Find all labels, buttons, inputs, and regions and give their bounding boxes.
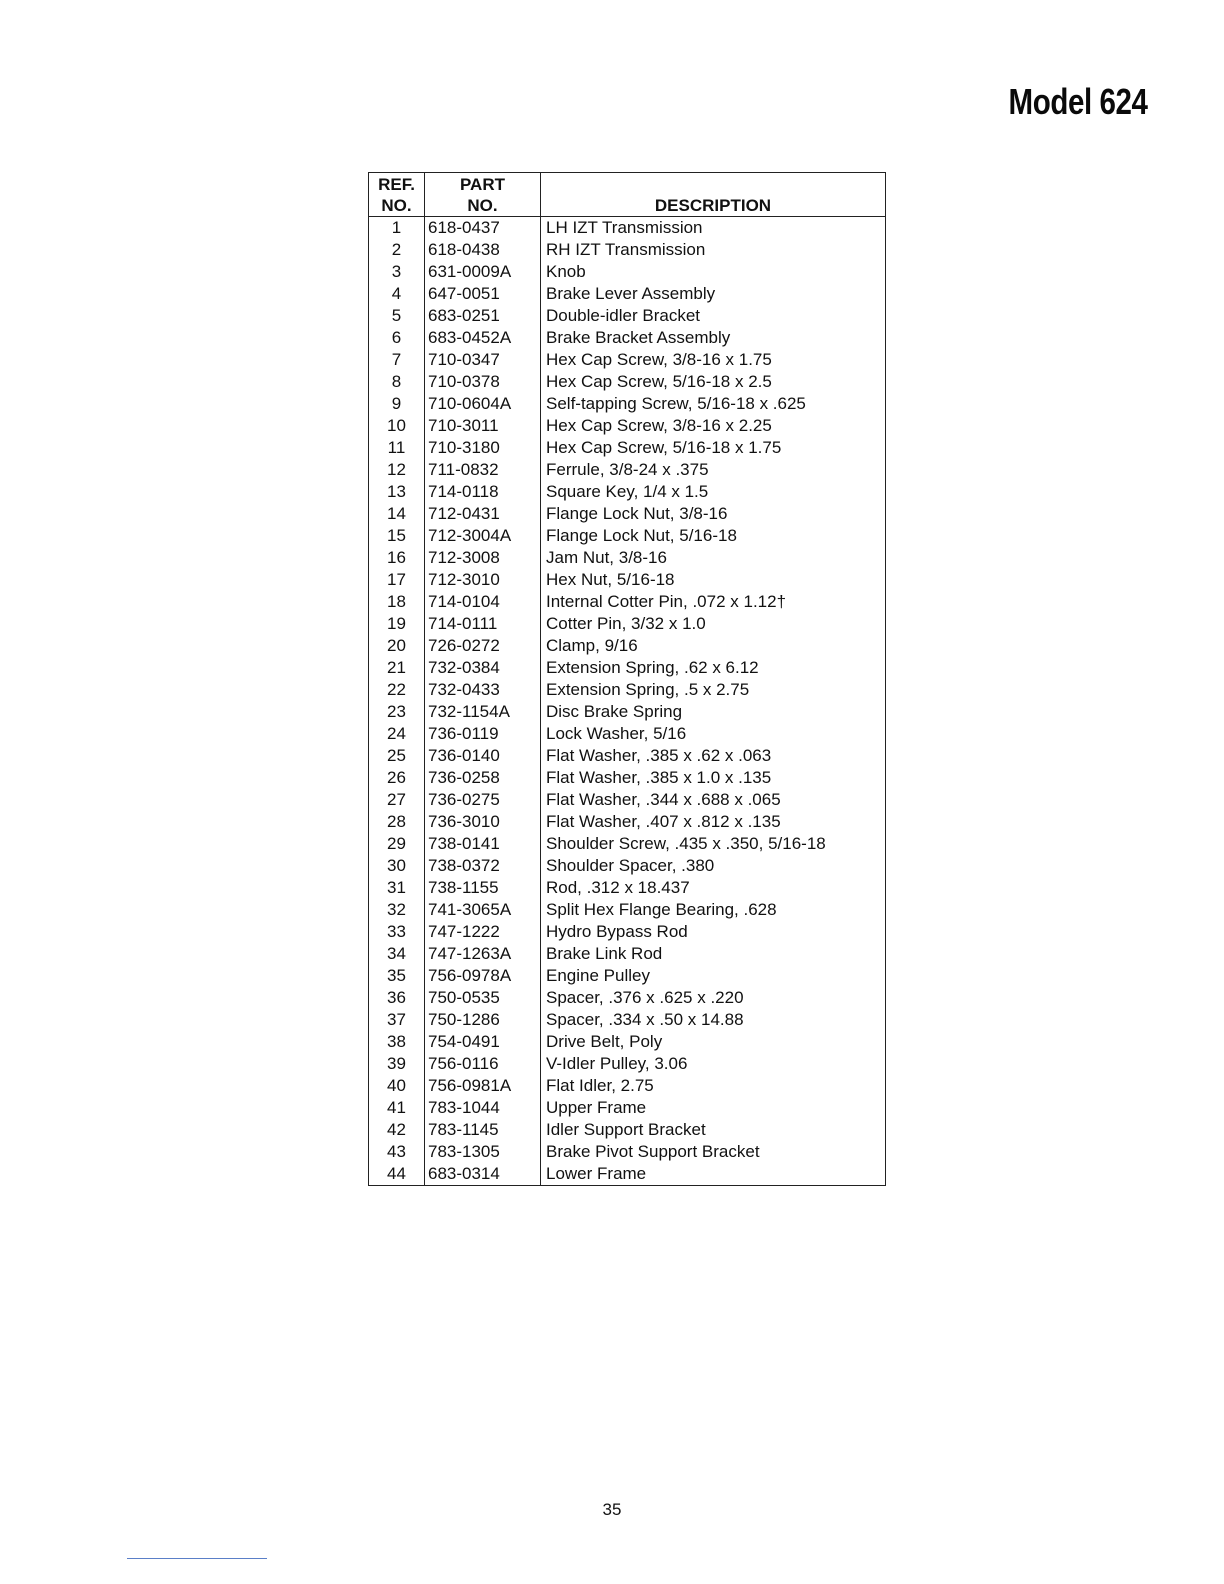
description-cell: V-Idler Pulley, 3.06 [546,1054,688,1073]
part-no-cell: 714-0111 [425,613,541,635]
table-row [369,481,886,503]
table-row [369,877,886,899]
description-cell: Brake Link Rod [546,944,663,963]
ref-no-cell: 8 [369,371,425,393]
ref-no-cell: 12 [369,459,425,481]
table-row [369,635,886,657]
description-cell: Brake Bracket Assembly [546,328,731,347]
ref-no-cell: 28 [369,811,425,833]
part-no-cell: 710-0347 [425,349,541,371]
part-no-cell: 738-1155 [425,877,541,899]
description-cell: Clamp, 9/16 [546,636,638,655]
table-row [369,943,886,965]
description-cell: Upper Frame [546,1098,647,1117]
table-row [369,1009,886,1031]
part-no-cell: 783-1145 [425,1119,541,1141]
part-no-cell: 750-0535 [425,987,541,1009]
table-row [369,261,886,283]
ref-no-cell: 18 [369,591,425,613]
table-row [369,767,886,789]
part-no-cell: 756-0116 [425,1053,541,1075]
description-cell: Extension Spring, .62 x 6.12 [546,658,759,677]
description-cell: Flat Washer, .344 x .688 x .065 [546,790,781,809]
table-row [369,657,886,679]
table-row [369,833,886,855]
ref-no-cell: 38 [369,1031,425,1053]
part-no-cell: 738-0372 [425,855,541,877]
parts-table [368,172,886,1186]
description-cell: Lower Frame [546,1164,647,1183]
table-row [369,283,886,305]
ref-no-cell: 11 [369,437,425,459]
description-cell: Brake Lever Assembly [546,284,716,303]
ref-no-cell: 19 [369,613,425,635]
part-no-cell: 618-0438 [425,239,541,261]
description-cell: Drive Belt, Poly [546,1032,663,1051]
ref-no-cell: 39 [369,1053,425,1075]
part-no-cell: 783-1044 [425,1097,541,1119]
part-no-cell: 736-0140 [425,745,541,767]
ref-no-cell: 25 [369,745,425,767]
description-cell: Lock Washer, 5/16 [546,724,687,743]
description-cell: Hex Cap Screw, 3/8-16 x 2.25 [546,416,772,435]
ref-no-cell: 21 [369,657,425,679]
ref-no-cell: 30 [369,855,425,877]
table-row [369,1163,886,1186]
description-cell: Ferrule, 3/8-24 x .375 [546,460,709,479]
description-cell: Double-idler Bracket [546,306,701,325]
parts-table-body [369,217,886,1186]
description-cell: Flat Washer, .385 x 1.0 x .135 [546,768,772,787]
ref-no-cell: 7 [369,349,425,371]
part-header-line2: NO. [467,196,498,215]
table-row [369,899,886,921]
ref-no-cell: 44 [369,1163,425,1186]
ref-no-cell: 16 [369,547,425,569]
part-no-cell: 756-0978A [425,965,541,987]
ref-header-line1: REF. [378,175,415,194]
description-cell: Hex Cap Screw, 5/16-18 x 2.5 [546,372,772,391]
description-cell: Hex Cap Screw, 5/16-18 x 1.75 [546,438,782,457]
ref-no-cell: 36 [369,987,425,1009]
ref-no-cell: 32 [369,899,425,921]
ref-no-cell: 27 [369,789,425,811]
part-no-cell: 710-0604A [425,393,541,415]
description-cell: Rod, .312 x 18.437 [546,878,690,897]
description-cell: Spacer, .334 x .50 x 14.88 [546,1010,744,1029]
ref-no-cell: 40 [369,1075,425,1097]
part-no-cell: 747-1263A [425,943,541,965]
table-row [369,1119,886,1141]
table-row [369,459,886,481]
description-cell: RH IZT Transmission [546,240,706,259]
part-no-cell: 712-3010 [425,569,541,591]
description-cell: Hex Nut, 5/16-18 [546,570,675,589]
part-no-cell: 710-0378 [425,371,541,393]
table-row [369,349,886,371]
table-row [369,965,886,987]
table-row [369,591,886,613]
ref-no-cell: 6 [369,327,425,349]
ref-no-cell: 42 [369,1119,425,1141]
ref-no-cell: 41 [369,1097,425,1119]
table-row [369,855,886,877]
table-row [369,525,886,547]
ref-no-cell: 15 [369,525,425,547]
part-no-cell: 710-3180 [425,437,541,459]
description-cell: Hydro Bypass Rod [546,922,688,941]
parts-table-header [369,173,886,217]
table-row [369,723,886,745]
table-row [369,1053,886,1075]
table-row [369,745,886,767]
ref-no-cell: 43 [369,1141,425,1163]
ref-no-cell: 10 [369,415,425,437]
part-no-cell: 618-0437 [425,217,541,240]
part-no-cell: 647-0051 [425,283,541,305]
part-no-cell: 738-0141 [425,833,541,855]
part-no-cell: 712-3004A [425,525,541,547]
ref-no-cell: 26 [369,767,425,789]
part-no-cell: 710-3011 [425,415,541,437]
description-cell: Square Key, 1/4 x 1.5 [546,482,709,501]
table-row [369,921,886,943]
part-no-cell: 736-0275 [425,789,541,811]
table-row [369,437,886,459]
description-cell: Knob [546,262,586,281]
table-row [369,987,886,1009]
table-row [369,811,886,833]
ref-no-cell: 14 [369,503,425,525]
table-row [369,613,886,635]
part-no-cell: 714-0104 [425,591,541,613]
footer-rule [127,1558,267,1559]
description-cell: Self-tapping Screw, 5/16-18 x .625 [546,394,806,413]
part-no-cell: 736-0119 [425,723,541,745]
ref-no-cell: 4 [369,283,425,305]
part-no-cell: 736-3010 [425,811,541,833]
part-no-cell: 714-0118 [425,481,541,503]
ref-no-cell: 33 [369,921,425,943]
description-cell: Flat Idler, 2.75 [546,1076,654,1095]
ref-no-cell: 2 [369,239,425,261]
ref-no-cell: 23 [369,701,425,723]
description-cell: LH IZT Transmission [546,218,703,237]
part-no-cell: 783-1305 [425,1141,541,1163]
part-no-cell: 683-0452A [425,327,541,349]
table-row [369,1031,886,1053]
table-row [369,1141,886,1163]
table-row [369,789,886,811]
part-no-cell: 741-3065A [425,899,541,921]
description-cell: Engine Pulley [546,966,650,985]
ref-no-cell: 35 [369,965,425,987]
part-header-line1: PART [459,175,505,194]
description-cell: Disc Brake Spring [546,702,683,721]
part-no-cell: 712-0431 [425,503,541,525]
ref-header-line2: NO. [381,196,412,215]
ref-no-cell: 29 [369,833,425,855]
table-row [369,327,886,349]
description-cell: Flat Washer, .407 x .812 x .135 [546,812,781,831]
description-cell: Flange Lock Nut, 5/16-18 [546,526,737,545]
description-header: DESCRIPTION [541,173,886,217]
ref-no-cell: 34 [369,943,425,965]
part-no-cell: 712-3008 [425,547,541,569]
part-no-cell: 732-0433 [425,679,541,701]
part-no-cell: 736-0258 [425,767,541,789]
table-row [369,503,886,525]
part-no-cell: 732-0384 [425,657,541,679]
table-row [369,415,886,437]
table-row [369,679,886,701]
table-row [369,1097,886,1119]
part-no-cell: 754-0491 [425,1031,541,1053]
ref-no-cell: 5 [369,305,425,327]
table-row [369,217,886,240]
description-cell: Flat Washer, .385 x .62 x .063 [546,746,772,765]
ref-no-cell: 3 [369,261,425,283]
part-no-cell: 756-0981A [425,1075,541,1097]
part-no-cell: 726-0272 [425,635,541,657]
description-cell: Shoulder Screw, .435 x .350, 5/16-18 [546,834,826,853]
part-no-cell: 747-1222 [425,921,541,943]
ref-no-cell: 31 [369,877,425,899]
description-cell: Hex Cap Screw, 3/8-16 x 1.75 [546,350,772,369]
description-cell: Internal Cotter Pin, .072 x 1.12† [546,592,787,611]
table-row [369,547,886,569]
table-row [369,701,886,723]
table-row [369,1075,886,1097]
ref-no-cell: 9 [369,393,425,415]
description-cell: Extension Spring, .5 x 2.75 [546,680,750,699]
table-row [369,393,886,415]
part-no-cell: 631-0009A [425,261,541,283]
page-number: 35 [602,1500,622,1519]
ref-no-cell: 37 [369,1009,425,1031]
table-row [369,569,886,591]
description-cell: Spacer, .376 x .625 x .220 [546,988,744,1007]
part-no-cell: 683-0314 [425,1163,541,1186]
description-cell: Shoulder Spacer, .380 [546,856,715,875]
ref-no-header [369,173,425,217]
part-no-cell: 732-1154A [425,701,541,723]
description-cell: Idler Support Bracket [546,1120,706,1139]
ref-no-cell: 22 [369,679,425,701]
ref-no-cell: 13 [369,481,425,503]
ref-no-cell: 20 [369,635,425,657]
description-cell: Cotter Pin, 3/32 x 1.0 [546,614,706,633]
table-row [369,305,886,327]
table-row [369,371,886,393]
page-title: Model 624 [1008,81,1148,122]
part-no-cell: 683-0251 [425,305,541,327]
part-no-cell: 711-0832 [425,459,541,481]
ref-no-cell: 1 [369,217,425,240]
part-no-cell: 750-1286 [425,1009,541,1031]
description-cell: Split Hex Flange Bearing, .628 [546,900,777,919]
description-cell: Jam Nut, 3/8-16 [546,548,667,567]
description-cell: Brake Pivot Support Bracket [546,1142,760,1161]
table-row [369,239,886,261]
part-no-header [425,173,541,217]
ref-no-cell: 24 [369,723,425,745]
ref-no-cell: 17 [369,569,425,591]
description-cell: Flange Lock Nut, 3/8-16 [546,504,728,523]
